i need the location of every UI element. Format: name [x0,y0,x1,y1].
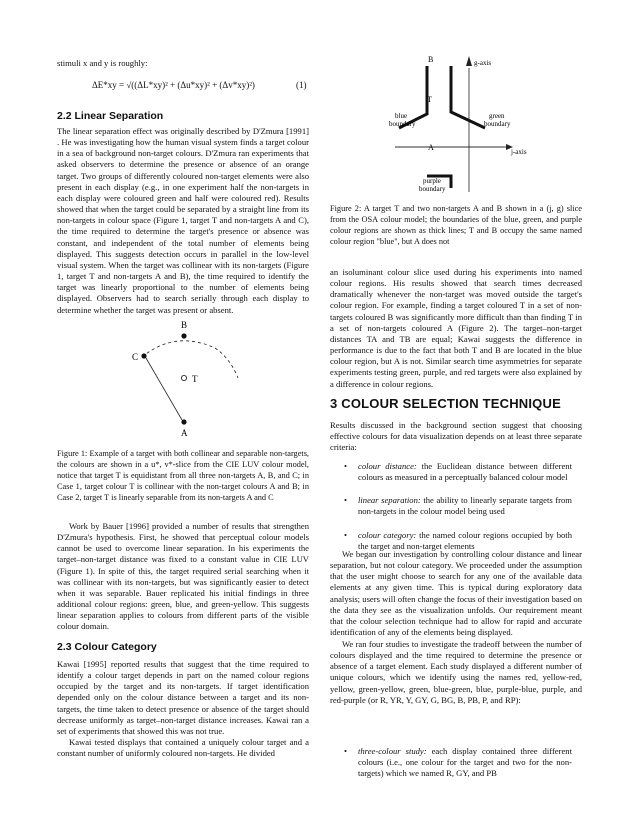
fig1-label-b: B [181,320,188,330]
figure-1 [120,320,250,440]
equation-number: (1) [296,80,307,90]
figure-2 [365,52,565,200]
bullet-icon: • [344,495,348,506]
fig1-point-a [181,419,186,424]
section-2-2-title: 2.2 Linear Separation [57,110,164,122]
fig2-label-a: A [428,143,434,152]
fig2-label-purple: purple [423,177,441,185]
figure-2-caption: Figure 2: A target T and two non-targets A and B shown in a (j, g) slice from the OSA colour model; the boundaries of the blue, green, and purple colour regions are shown as thick lines; T and B occupy the same named colour region "blue", but A does not [330,204,582,246]
fig1-point-c [141,353,146,358]
equation: ΔE*xy = √((ΔL*xy)² + (Δu*xy)² + (Δv*xy)²) [92,80,255,90]
list-item-text: the named colour regions occupied by both the target and non-target elements [358,529,572,551]
section-2-3-title: 2.3 Colour Category [57,641,157,653]
section-3-intro: Results discussed in the background section suggest that choosing effective colours for data visualization depends on at least three separate criteria: [330,420,582,453]
study-list [340,746,572,791]
fig1-point-t [181,375,186,380]
list-item-text: each display contained three different colours (i.e., one colour for the target and two for the non-targets) which we named R, GY, and PB [358,746,572,779]
bullet-icon: • [344,461,348,471]
list-item-term: three-colour study: [358,746,427,756]
isoluminant-paragraph: an isoluminant colour slice used during his experiments into named colour regions. His results showed that search times decreased dramatically whenever the non-target was moved outside the target's colour region. For example, finding a target coloured T in a set of non-targets coloured B was significantly more difficult than than finding T in a set of non-targets coloured A (Figure 2). The target–non-target distances TA and TB are equal; Kawai suggests the difference in performance is due to the fact that both T and B are located in the blue colour region, but A is not. Similar search time asymmetries for separate experiments testing green, purple, and red targets were also explained by a difference in colour regions. [330,267,582,389]
section-2-3-paragraph-2: Kawai tested displays that contained a uniquely colour target and a constant number of uniformly coloured non-targets. He divided [57,737,309,759]
section-2-3-paragraph-1: Kawai [1995] reported results that suggest that the time required to identify a colour target depends in part on the named colour regions occupied by the target and its non-targets. If target identification depended only on the colour distance between a target and its non-targets, the time taken to detect presence or absence of the target should decrease uniformly as target–non-target distance increases. Kawai ran a set of experiments that showed this was not true. [57,659,309,736]
fig2-label-blue-boundary: boundary [389,120,416,128]
fig1-arc [142,341,215,357]
fig1-point-b [181,333,186,338]
list-item [340,746,572,779]
list-item-term: colour distance: [358,461,417,471]
bauer-paragraph: Work by Bauer [1996] provided a number of results that strengthen D'Zmura's hypothesis. First, he showed that perceptual colour models cannot be used to overcome linear separation. In his experiments the target–non-target distance was fixed to a constant value in CIE LUV (Figure 1). In spite of this, the target required serial searching when it was collinear with its non-targets, but was significantly easier to detect when it was separable. Bauer replicated his initial findings in three additional colour regions: green, blue, and green-yellow. This suggests linear separation applies to colours from different parts of the visible colour domain. [57,521,309,632]
fig2-label-green: green [489,112,505,120]
section-3-title: 3 COLOUR SELECTION TECHNIQUE [330,396,561,411]
fig2-label-purple-boundary: boundary [419,185,446,193]
began-paragraph: We began our investigation by controlling colour distance and linear separation, but not colour category. We proceeded under the assumption that the user might choose to search for any one of the available data elements at any given time. This is typical during exploratory data analysis; users will often change the focus of their investigation based on the data they see as the visualization unfolds. Our requirement meant that the colour selection technique had to allow for rapid and accurate identification of any of the elements being displayed. [330,549,582,638]
list-item-term: linear separation: [358,495,421,506]
list-item [340,495,572,517]
fig1-line [146,358,182,420]
figure-1-caption: Figure 1: Example of a target with both collinear and separable non-targets, the colours are shown in a u*, v*-slice from the CIE LUV colour model, notice that target T is equidistant from all three non-targets A, B, and C; in Case 1, target colour T is collinear with the non-target colours A and B; in Case 2, target T is linearly separable from its non-targets A and C [57,449,309,502]
fig1-label-t: T [192,374,198,384]
fig2-label-b: B [428,55,434,64]
lead-text: stimuli x and y is roughly: [57,58,148,68]
fig2-g-axis-arrow [466,56,472,66]
fig2-label-blue: blue [395,112,408,120]
fig2-green-boundary [451,66,485,128]
fig2-label-j-axis: j-axis [511,148,527,156]
fig2-label-green-boundary: boundary [484,120,511,128]
fig2-label-g-axis: g-axis [474,59,492,67]
bullet-icon: • [344,529,348,540]
section-2-2-paragraph: The linear separation effect was originally described by D'Zmura [1991] . He was investigating how the human visual system finds a target colour in a sea of background non-target colours. D'Zmura ran experiments that asked observers to determine the presence or absence of an orange target. Two groups of differently coloured non-target elements were also present in each display (e.g., in one experiment half the non-targets in each display were coloured green and half were coloured red). Results showed that when the target could be separated by a straight line from its non-targets in colour space (Figure 1, target T and non-targets A and C), the time required to determine the target's presence or absence was constant, and independent of the total number of elements being displayed. This suggests detection occurs in parallel in the low-level visual system. When the target was collinear with its non-targets (Figure 1, target T and non-targets A and B), the time required to identify the target was linearly proportional to the number of elements being displayed. Observers had to search serially through each display to determine whether the target was present or absent. [57,126,309,315]
fig1-arc-2 [215,348,238,378]
fig2-label-t: T [427,95,432,104]
fig1-label-a: A [181,428,188,438]
list-item-text: the ability to linearly separate targets from non-targets in the colour model being used [358,495,572,517]
list-item-text: the Euclidean distance between different colours as measured in a perceptually balanced colour model [358,461,572,483]
studies-paragraph: We ran four studies to investigate the tradeoff between the number of colours displayed and the time required to determine the presence or absence of a target element. Each study displayed a different number of unique colours, which we identify using the names red, yellow-red, yellow, green-yellow, green, blue-green, blue, purple-blue, purple, and red-purple (or R, YR, Y, GY, G, BG, B, PB, P, and RP): [330,639,582,705]
list-item-term: colour category: [358,529,417,540]
fig1-label-c: C [132,352,139,362]
bullet-icon: • [344,746,348,756]
list-item [340,461,572,483]
